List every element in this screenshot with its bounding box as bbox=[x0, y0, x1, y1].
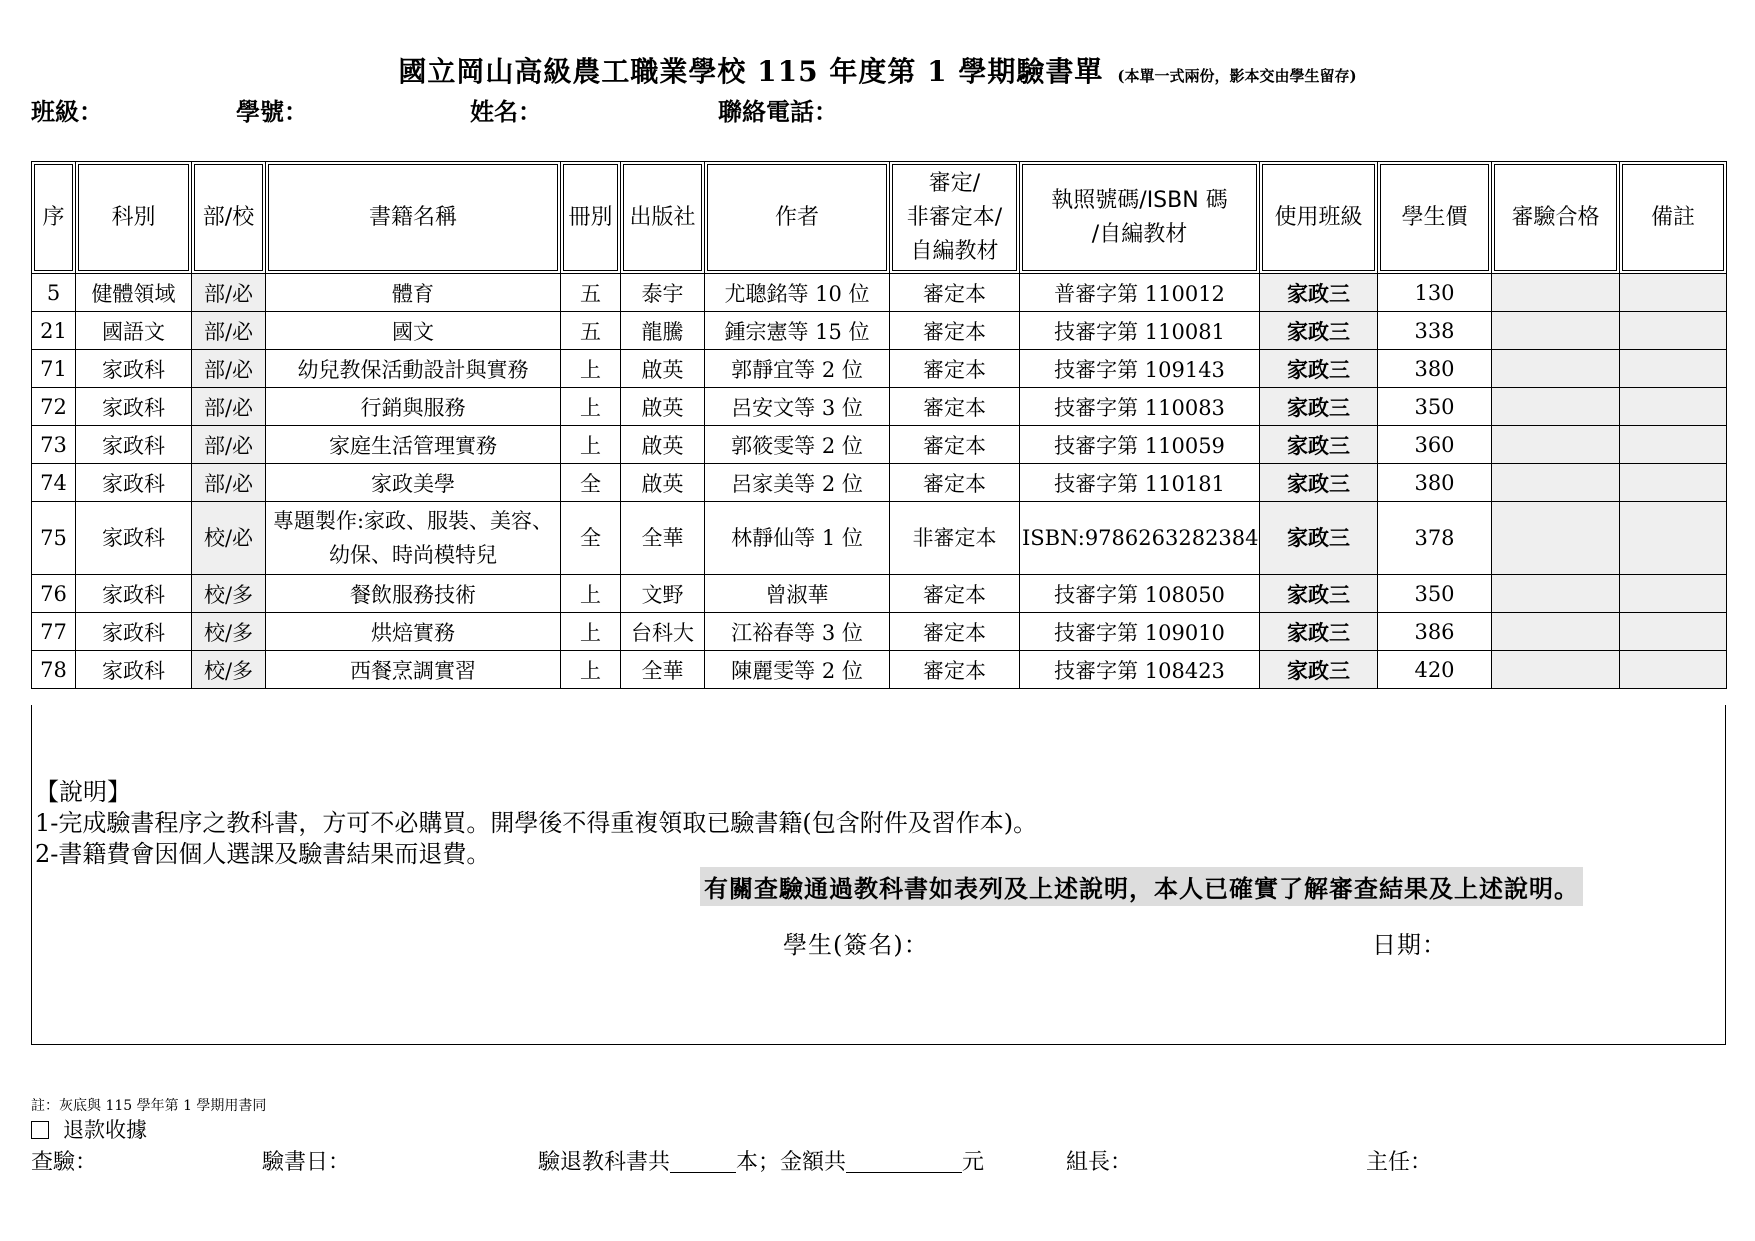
cell-license: 技審字第 110081 bbox=[1020, 312, 1260, 350]
cell-publisher: 台科大 bbox=[621, 613, 705, 651]
page-title bbox=[0, 50, 1755, 90]
header-book: 書籍名稱 bbox=[266, 162, 561, 274]
cell-review: 審定本 bbox=[890, 575, 1020, 613]
cell-publisher: 啟英 bbox=[621, 388, 705, 426]
date-label: 日期： bbox=[1372, 931, 1447, 959]
cell-seq: 73 bbox=[32, 426, 76, 464]
cell-remark bbox=[1620, 274, 1727, 312]
cell-volume: 五 bbox=[561, 274, 621, 312]
table-row bbox=[32, 312, 1727, 350]
cell-seq: 74 bbox=[32, 464, 76, 502]
cell-review: 審定本 bbox=[890, 274, 1020, 312]
notes-line-1: 1-完成驗書程序之教科書，方可不必購買。開學後不得重複領取已驗書籍(包含附件及習作本)。 bbox=[35, 809, 1038, 837]
footnote: 註：灰底與 115 學年第 1 學期用書同 bbox=[31, 1098, 267, 1114]
cell-author: 曾淑華 bbox=[705, 575, 890, 613]
refund-amount-blank[interactable] bbox=[846, 1150, 962, 1173]
cell-class: 家政三 bbox=[1260, 613, 1378, 651]
header-volume: 冊別 bbox=[561, 162, 621, 274]
name-label: 姓名： bbox=[470, 97, 542, 126]
header-class: 使用班級 bbox=[1260, 162, 1378, 274]
table-header-row bbox=[32, 162, 1727, 274]
cell-pass bbox=[1492, 575, 1620, 613]
cell-volume: 上 bbox=[561, 350, 621, 388]
cell-author: 呂安文等 3 位 bbox=[705, 388, 890, 426]
cell-volume: 上 bbox=[561, 388, 621, 426]
cell-license: 技審字第 108050 bbox=[1020, 575, 1260, 613]
cell-class: 家政三 bbox=[1260, 464, 1378, 502]
cell-class: 家政三 bbox=[1260, 426, 1378, 464]
cell-class: 家政三 bbox=[1260, 575, 1378, 613]
cell-book: 體育 bbox=[266, 274, 561, 312]
cell-license: ISBN:9786263282384 bbox=[1020, 502, 1260, 575]
cell-remark bbox=[1620, 651, 1727, 689]
cell-class: 家政三 bbox=[1260, 502, 1378, 575]
inspect-label: 查驗： bbox=[31, 1150, 98, 1175]
cell-review: 非審定本 bbox=[890, 502, 1020, 575]
table-row bbox=[32, 426, 1727, 464]
book-table bbox=[31, 161, 1727, 689]
cell-pass bbox=[1492, 426, 1620, 464]
cell-remark bbox=[1620, 575, 1727, 613]
refund-count-label: 驗退教科書共 bbox=[538, 1150, 671, 1175]
director-label: 主任： bbox=[1366, 1150, 1433, 1175]
cell-publisher: 啟英 bbox=[621, 350, 705, 388]
cell-type: 校/必 bbox=[192, 502, 266, 575]
cell-remark bbox=[1620, 502, 1727, 575]
currency-label: 元 bbox=[962, 1150, 985, 1175]
cell-pass bbox=[1492, 274, 1620, 312]
header-license: 執照號碼/ISBN 碼 /自編教材 bbox=[1020, 162, 1260, 274]
cell-author: 陳麗雯等 2 位 bbox=[705, 651, 890, 689]
cell-remark bbox=[1620, 350, 1727, 388]
leader-label: 組長： bbox=[1066, 1150, 1133, 1175]
header-price: 學生價 bbox=[1378, 162, 1492, 274]
cell-remark bbox=[1620, 464, 1727, 502]
cell-seq: 71 bbox=[32, 350, 76, 388]
cell-review: 審定本 bbox=[890, 350, 1020, 388]
cell-book: 專題製作:家政、服裝、美容、幼保、時尚模特兒 bbox=[266, 502, 561, 575]
cell-publisher: 文野 bbox=[621, 575, 705, 613]
cell-price: 350 bbox=[1378, 388, 1492, 426]
student-signature-label: 學生(簽名)： bbox=[783, 931, 929, 959]
cell-book: 西餐烹調實習 bbox=[266, 651, 561, 689]
cell-seq: 5 bbox=[32, 274, 76, 312]
cell-type: 部/必 bbox=[192, 388, 266, 426]
cell-author: 郭靜宜等 2 位 bbox=[705, 350, 890, 388]
cell-review: 審定本 bbox=[890, 464, 1020, 502]
cell-seq: 75 bbox=[32, 502, 76, 575]
cell-volume: 上 bbox=[561, 575, 621, 613]
cell-seq: 21 bbox=[32, 312, 76, 350]
cell-subject: 家政科 bbox=[76, 388, 192, 426]
table-row bbox=[32, 651, 1727, 689]
cell-remark bbox=[1620, 312, 1727, 350]
notes-heading: 【說明】 bbox=[35, 778, 131, 806]
cell-remark bbox=[1620, 388, 1727, 426]
check-date-label: 驗書日： bbox=[262, 1150, 351, 1175]
table-row bbox=[32, 388, 1727, 426]
cell-license: 技審字第 108423 bbox=[1020, 651, 1260, 689]
cell-class: 家政三 bbox=[1260, 651, 1378, 689]
cell-publisher: 啟英 bbox=[621, 426, 705, 464]
cell-subject: 家政科 bbox=[76, 613, 192, 651]
cell-pass bbox=[1492, 388, 1620, 426]
refund-amount-label: 本；金額共 bbox=[736, 1150, 847, 1175]
cell-book: 國文 bbox=[266, 312, 561, 350]
cell-publisher: 啟英 bbox=[621, 464, 705, 502]
cell-price: 130 bbox=[1378, 274, 1492, 312]
cell-review: 審定本 bbox=[890, 651, 1020, 689]
cell-remark bbox=[1620, 613, 1727, 651]
notes-line-2: 2-書籍費會因個人選課及驗書結果而退費。 bbox=[35, 840, 491, 868]
title-text: 國立岡山高級農工職業學校 115 年度第 1 學期驗書單 bbox=[398, 55, 1104, 88]
cell-subject: 國語文 bbox=[76, 312, 192, 350]
cell-publisher: 龍騰 bbox=[621, 312, 705, 350]
cell-license: 技審字第 110083 bbox=[1020, 388, 1260, 426]
cell-author: 鍾宗憲等 15 位 bbox=[705, 312, 890, 350]
cell-pass bbox=[1492, 464, 1620, 502]
refund-count-blank[interactable] bbox=[670, 1150, 736, 1173]
cell-type: 部/必 bbox=[192, 464, 266, 502]
cell-price: 386 bbox=[1378, 613, 1492, 651]
cell-author: 尤聰銘等 10 位 bbox=[705, 274, 890, 312]
cell-license: 普審字第 110012 bbox=[1020, 274, 1260, 312]
cell-price: 378 bbox=[1378, 502, 1492, 575]
header-review: 審定/ 非審定本/ 自編教材 bbox=[890, 162, 1020, 274]
table-row bbox=[32, 274, 1727, 312]
cell-type: 部/必 bbox=[192, 312, 266, 350]
cell-price: 380 bbox=[1378, 350, 1492, 388]
cell-type: 校/多 bbox=[192, 575, 266, 613]
cell-license: 技審字第 109010 bbox=[1020, 613, 1260, 651]
cell-volume: 全 bbox=[561, 464, 621, 502]
cell-pass bbox=[1492, 613, 1620, 651]
cell-book: 餐飲服務技術 bbox=[266, 575, 561, 613]
cell-type: 部/必 bbox=[192, 350, 266, 388]
cell-price: 350 bbox=[1378, 575, 1492, 613]
title-note: (本單一式兩份，影本交由學生留存) bbox=[1117, 67, 1357, 85]
cell-class: 家政三 bbox=[1260, 350, 1378, 388]
cell-volume: 上 bbox=[561, 613, 621, 651]
cell-subject: 家政科 bbox=[76, 426, 192, 464]
refund-summary bbox=[538, 1145, 984, 1176]
class-label: 班級： bbox=[31, 97, 103, 126]
table-row bbox=[32, 575, 1727, 613]
header-seq: 序 bbox=[32, 162, 76, 274]
cell-price: 338 bbox=[1378, 312, 1492, 350]
cell-seq: 72 bbox=[32, 388, 76, 426]
cell-book: 行銷與服務 bbox=[266, 388, 561, 426]
header-type: 部/校 bbox=[192, 162, 266, 274]
cell-seq: 78 bbox=[32, 651, 76, 689]
cell-review: 審定本 bbox=[890, 312, 1020, 350]
cell-pass bbox=[1492, 350, 1620, 388]
header-pass: 審驗合格 bbox=[1492, 162, 1620, 274]
cell-type: 部/必 bbox=[192, 426, 266, 464]
cell-type: 校/多 bbox=[192, 613, 266, 651]
cell-book: 家政美學 bbox=[266, 464, 561, 502]
cell-license: 技審字第 110059 bbox=[1020, 426, 1260, 464]
cell-author: 呂家美等 2 位 bbox=[705, 464, 890, 502]
refund-checkbox[interactable] bbox=[31, 1121, 49, 1139]
header-subject: 科別 bbox=[76, 162, 192, 274]
cell-volume: 五 bbox=[561, 312, 621, 350]
cell-review: 審定本 bbox=[890, 613, 1020, 651]
cell-subject: 家政科 bbox=[76, 502, 192, 575]
confirm-statement: 有關查驗通過教科書如表列及上述說明，本人已確實了解審查結果及上述說明。 bbox=[700, 867, 1583, 906]
cell-publisher: 全華 bbox=[621, 502, 705, 575]
cell-license: 技審字第 109143 bbox=[1020, 350, 1260, 388]
cell-class: 家政三 bbox=[1260, 312, 1378, 350]
cell-type: 部/必 bbox=[192, 274, 266, 312]
cell-publisher: 泰宇 bbox=[621, 274, 705, 312]
cell-price: 420 bbox=[1378, 651, 1492, 689]
cell-pass bbox=[1492, 312, 1620, 350]
cell-subject: 家政科 bbox=[76, 350, 192, 388]
header-publisher: 出版社 bbox=[621, 162, 705, 274]
cell-price: 380 bbox=[1378, 464, 1492, 502]
cell-review: 審定本 bbox=[890, 388, 1020, 426]
cell-book: 幼兒教保活動設計與實務 bbox=[266, 350, 561, 388]
cell-subject: 健體領域 bbox=[76, 274, 192, 312]
refund-receipt bbox=[31, 1114, 147, 1144]
cell-author: 林靜仙等 1 位 bbox=[705, 502, 890, 575]
cell-author: 江裕春等 3 位 bbox=[705, 613, 890, 651]
refund-receipt-label: 退款收據 bbox=[63, 1118, 147, 1142]
cell-pass bbox=[1492, 502, 1620, 575]
cell-volume: 上 bbox=[561, 426, 621, 464]
cell-subject: 家政科 bbox=[76, 575, 192, 613]
student-id-label: 學號： bbox=[236, 97, 308, 126]
cell-price: 360 bbox=[1378, 426, 1492, 464]
table-row bbox=[32, 464, 1727, 502]
cell-book: 烘焙實務 bbox=[266, 613, 561, 651]
cell-author: 郭筱雯等 2 位 bbox=[705, 426, 890, 464]
table-row bbox=[32, 502, 1727, 575]
cell-seq: 77 bbox=[32, 613, 76, 651]
cell-type: 校/多 bbox=[192, 651, 266, 689]
cell-publisher: 全華 bbox=[621, 651, 705, 689]
cell-review: 審定本 bbox=[890, 426, 1020, 464]
header-remark: 備註 bbox=[1620, 162, 1727, 274]
table-row bbox=[32, 350, 1727, 388]
cell-subject: 家政科 bbox=[76, 464, 192, 502]
cell-volume: 全 bbox=[561, 502, 621, 575]
cell-class: 家政三 bbox=[1260, 274, 1378, 312]
table-row bbox=[32, 613, 1727, 651]
cell-pass bbox=[1492, 651, 1620, 689]
cell-class: 家政三 bbox=[1260, 388, 1378, 426]
header-author: 作者 bbox=[705, 162, 890, 274]
cell-subject: 家政科 bbox=[76, 651, 192, 689]
cell-license: 技審字第 110181 bbox=[1020, 464, 1260, 502]
cell-remark bbox=[1620, 426, 1727, 464]
phone-label: 聯絡電話： bbox=[718, 97, 838, 126]
cell-volume: 上 bbox=[561, 651, 621, 689]
cell-seq: 76 bbox=[32, 575, 76, 613]
cell-book: 家庭生活管理實務 bbox=[266, 426, 561, 464]
